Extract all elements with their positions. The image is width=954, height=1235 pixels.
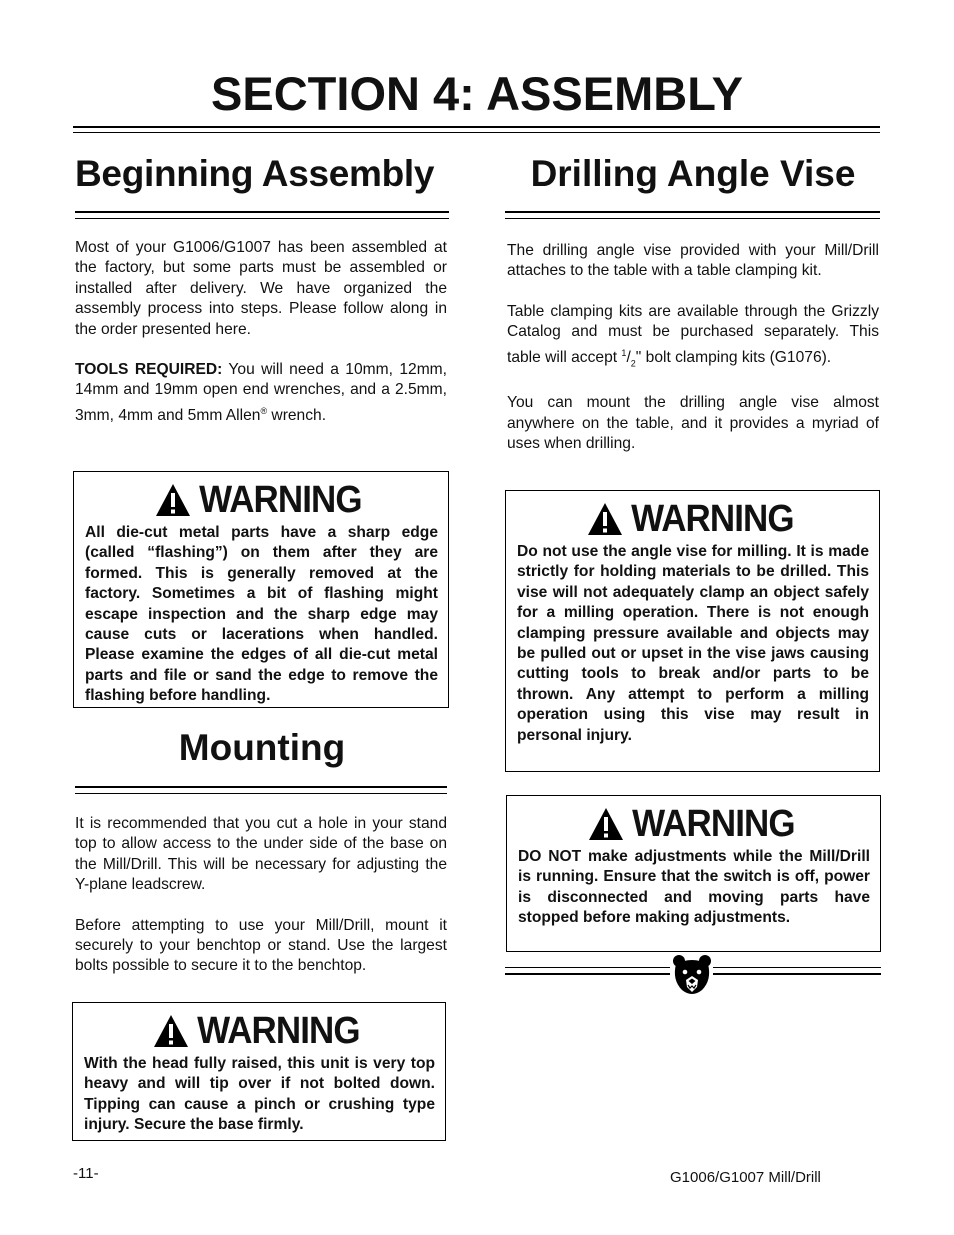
end-divider-right — [713, 967, 881, 975]
mounting-paragraph-2: Before attempting to use your Mill/Drill, mount it securely to your benchtop or stand. Use the largest bolts possible to secure it to the benchtop. — [75, 916, 447, 975]
page-number: -11- — [73, 1165, 99, 1182]
beginning-paragraph: Most of your G1006/G1007 has been assembled at the factory, but some parts must be assembled or installed after delivery. We have organized the assembly process into steps. Please follow along in the order presented here. — [75, 239, 447, 338]
warning-label: WARNING — [630, 498, 794, 540]
vise-paragraph-2: Table clamping kits are available through the Grizzly Catalog and must be purchased separately. This table will accept $^1/_2$" bolt clamping kits (G1076). — [507, 302, 879, 368]
warning-box-adjustments — [506, 795, 881, 952]
grizzly-bear-logo-icon — [672, 954, 712, 998]
vise-paragraph-2-text-a: Table clamping kits are available through the Grizzly Catalog and must be purchased separately. This table will accept — [507, 302, 879, 366]
tools-text-b: wrench. — [267, 407, 327, 425]
vise-paragraph-3: You can mount the drilling angle vise almost anywhere on the table, and it provides a myriad of uses when drilling. — [507, 394, 879, 453]
title-rule-bottom — [73, 132, 880, 133]
tools-label: TOOLS REQUIRED: — [75, 361, 223, 379]
footer-model: G1006/G1007 Mill/Drill — [670, 1169, 821, 1186]
fraction-denominator: 2 — [630, 357, 636, 368]
title-rule-top — [73, 126, 880, 128]
warning-triangle-icon — [152, 1013, 190, 1049]
tools-paragraph — [75, 360, 447, 426]
warning-box-flashing — [73, 471, 449, 708]
fraction-numerator: 1 — [621, 347, 627, 358]
vise-divider — [505, 211, 880, 219]
warning-header — [517, 499, 869, 539]
warning-header — [84, 1011, 435, 1051]
warning-text: With the head fully raised, this unit is very top heavy and will tip over if not bolted down. Tipping can cause a pinch or crushing type injury. Secure the base firmly. — [84, 1055, 435, 1134]
vise-paragraph-1: The drilling angle vise provided with your Mill/Drill attaches to the table with a table clamping kit. — [507, 242, 879, 280]
beginning-assembly-heading: Beginning Assembly — [75, 153, 435, 194]
warning-header — [518, 804, 870, 844]
registered-mark: ® — [260, 405, 268, 416]
warning-text: All die-cut metal parts have a sharp edge (called “flashing”) on them after they are formed. This is generally removed at the factory. Sometimes a bit of flashing might escape inspection and the sharp edge may cause cuts or lacerations when handled. Please examine the edges of all die-cut metal parts and file or sand the edge to remove the flashing before handling. — [85, 524, 438, 705]
beginning-divider — [75, 211, 449, 219]
page-title: SECTION 4: ASSEMBLY — [211, 67, 743, 120]
warning-triangle-icon — [586, 501, 624, 537]
warning-triangle-icon — [154, 482, 192, 518]
end-divider-left — [505, 967, 670, 975]
warning-label: WARNING — [197, 1010, 360, 1052]
vise-paragraph-2-text-b: " bolt clamping kits (G1076). — [635, 348, 832, 366]
mounting-paragraph-1: It is recommended that you cut a hole in your stand top to allow access to the under side of the base on the Mill/Drill. This will be necessary for adjusting the Y-plane leadscrew. — [75, 815, 447, 894]
mounting-heading: Mounting — [178, 727, 346, 768]
warning-header — [85, 480, 438, 520]
mounting-divider — [75, 786, 447, 794]
warning-box-tip-over — [72, 1002, 446, 1141]
drilling-angle-vise-heading: Drilling Angle Vise — [530, 153, 856, 194]
tools-text-a: You will need a 10mm, 12mm, 14mm and 19mm open end wrenches, and a 2.5mm, 3mm, 4mm and 5mm Allen — [75, 361, 448, 425]
warning-text: Do not use the angle vise for milling. It is made strictly for holding materials to be drilled. This vise will not adequately clamp an object safely for a milling operation. There is not enough clamping pressure available and objects may be pulled out or upset in the vise jaws causing cutting tools to break and/or parts to be thrown. Any attempt to perform a milling operation using this vise may result in personal injury. — [517, 543, 869, 744]
warning-label: WARNING — [631, 803, 795, 845]
warning-text: DO NOT make adjustments while the Mill/Drill is running. Ensure that the switch is off, power is disconnected and moving parts have stopped before making adjustments. — [518, 848, 870, 927]
warning-label: WARNING — [199, 479, 362, 521]
warning-box-milling — [505, 490, 880, 772]
warning-triangle-icon — [587, 806, 625, 842]
beginning-assembly-section — [75, 152, 449, 196]
